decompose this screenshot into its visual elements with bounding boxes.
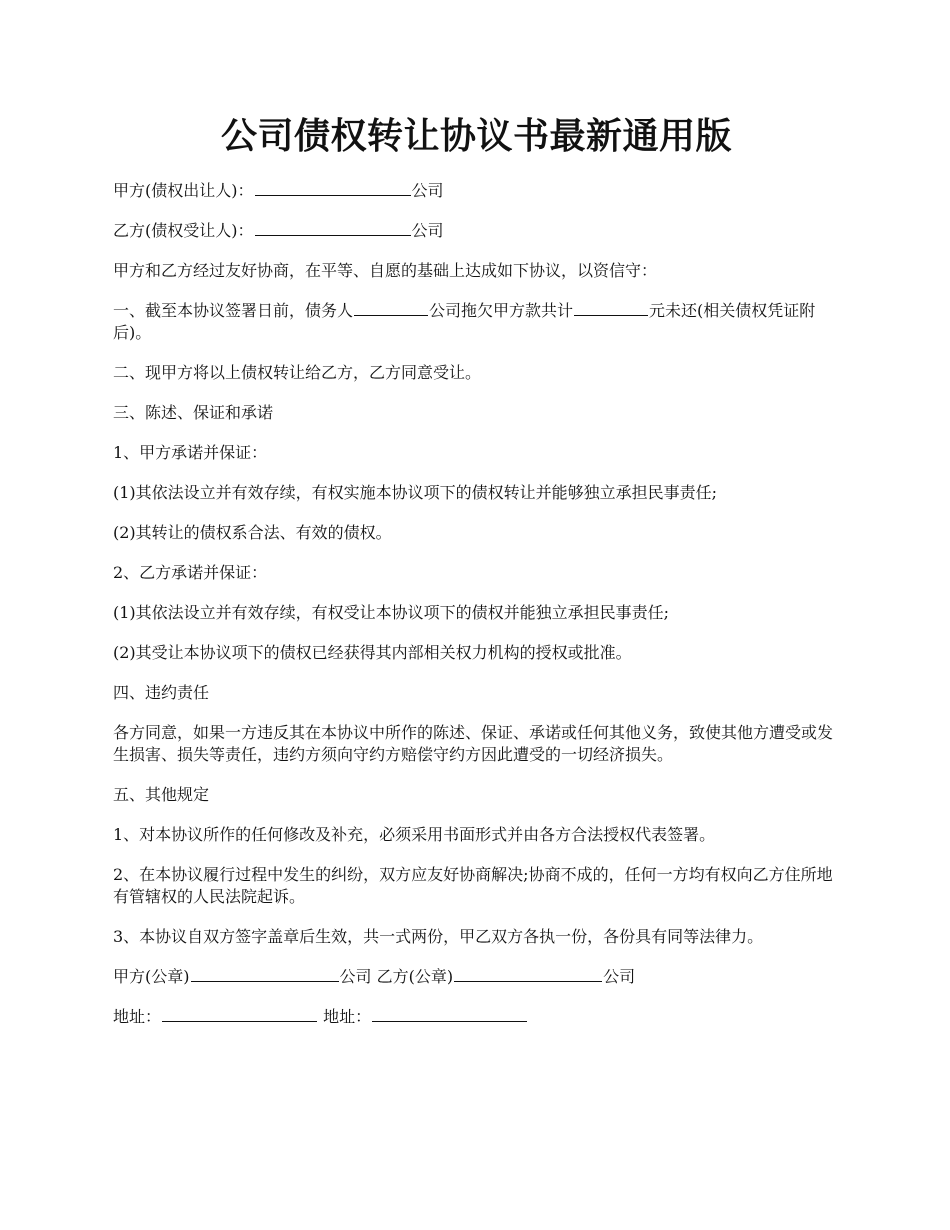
- party-a-commitment-1: (1)其依法设立并有效存续，有权实施本协议项下的债权转让并能够独立承担民事责任;: [113, 483, 718, 502]
- party-b-label: 乙方(债权受让人)：: [113, 221, 254, 240]
- party-b-company-suffix: 公司: [411, 221, 444, 240]
- party-b-seal-label: 乙方(公章): [376, 967, 454, 986]
- article-four-text: 各方同意，如果一方违反其在本协议中所作的陈述、保证、承诺或任何其他义务，致使其他方遭受或发生损害、损失等责任，违约方须向守约方赔偿守约方因此遭受的一切经济损失。: [113, 723, 834, 764]
- document-title: 公司债权转让协议书最新通用版: [220, 115, 732, 157]
- article-one: [113, 300, 840, 344]
- debt-amount-blank: [574, 301, 648, 316]
- party-b-seal-suffix: 公司: [603, 967, 636, 986]
- signature-line: [113, 966, 840, 988]
- other-provision-1: 1、对本协议所作的任何修改及补充，必须采用书面形式并由各方合法授权代表签署。: [113, 825, 716, 844]
- address-line: [113, 1006, 840, 1028]
- party-b-seal-blank: [454, 967, 602, 982]
- document-content: [113, 110, 840, 1046]
- article-one-part-3: 元未还(相关债权凭证附后)。: [113, 301, 816, 342]
- article-one-part-1: 一、截至本协议签署日前，债务人: [113, 301, 354, 320]
- party-a-address-label: 地址：: [113, 1007, 162, 1026]
- article-five-heading: 五、其他规定: [113, 785, 210, 804]
- other-provision-3: 3、本协议自双方签字盖章后生效，共一式两份，甲乙双方各执一份，各份具有同等法律力。: [113, 927, 764, 946]
- party-a-commitment-heading: 1、甲方承诺并保证：: [113, 443, 268, 462]
- party-a-company-blank: [255, 181, 411, 196]
- party-b-address-label: 地址：: [323, 1007, 372, 1026]
- party-a-address-blank: [162, 1007, 317, 1022]
- party-a-seal-suffix: 公司: [339, 967, 372, 986]
- article-three-heading: 三、陈述、保证和承诺: [113, 403, 274, 422]
- party-b-line: [113, 220, 840, 242]
- party-a-label: 甲方(债权出让人)：: [113, 181, 254, 200]
- party-b-commitment-2: (2)其受让本协议项下的债权已经获得其内部相关权力机构的授权或批准。: [113, 643, 632, 662]
- debtor-company-blank: [354, 301, 428, 316]
- other-provision-2: 2、在本协议履行过程中发生的纠纷，双方应友好协商解决;协商不成的，任何一方均有权向乙方住所地有管辖权的人民法院起诉。: [113, 865, 833, 906]
- party-b-commitment-1: (1)其依法设立并有效存续，有权受让本协议项下的债权并能独立承担民事责任;: [113, 603, 670, 622]
- article-one-part-2: 公司拖欠甲方款共计: [429, 301, 574, 320]
- party-b-address-blank: [372, 1007, 527, 1022]
- party-b-commitment-heading: 2、乙方承诺并保证：: [113, 563, 268, 582]
- article-two: 二、现甲方将以上债权转让给乙方，乙方同意受让。: [113, 363, 482, 382]
- party-a-company-suffix: 公司: [411, 181, 444, 200]
- party-b-company-blank: [255, 221, 411, 236]
- party-a-seal-blank: [191, 967, 339, 982]
- party-a-commitment-2: (2)其转让的债权系合法、有效的债权。: [113, 523, 392, 542]
- agreement-intro: 甲方和乙方经过友好协商，在平等、自愿的基础上达成如下协议，以资信守：: [113, 261, 658, 280]
- article-four-heading: 四、违约责任: [113, 683, 210, 702]
- party-a-seal-label: 甲方(公章): [113, 967, 190, 986]
- party-a-line: [113, 180, 840, 202]
